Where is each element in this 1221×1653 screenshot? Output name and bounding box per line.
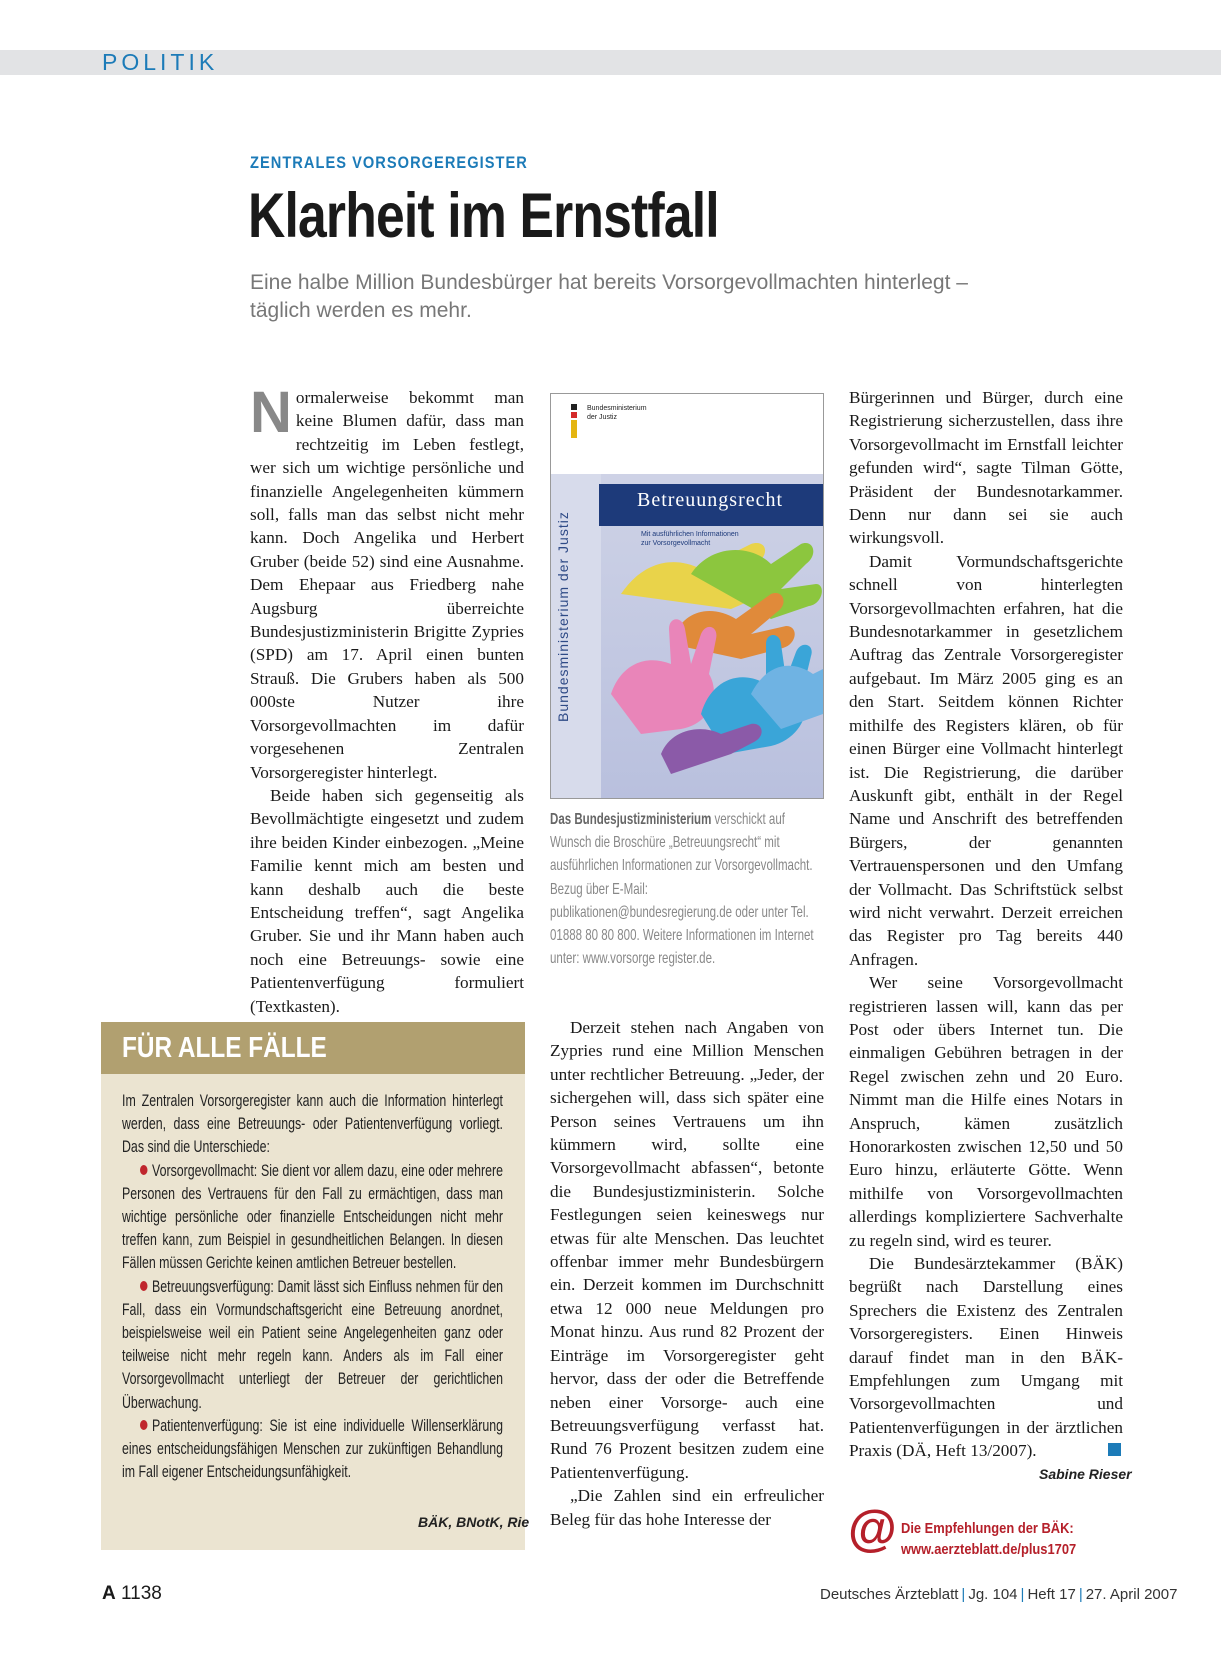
paragraph: Die Bundesärztekammer (BÄK) begrüßt nach Darstellung eines Sprechers die Existenz des Zentralen Vorsorgeregisters. Einen Hinweis darauf findet man in den BÄK-Empfehlungen zum Umgang mit Vorsorgevollmachten und Patientenverfügungen in der ärztlichen Praxis (DÄ, Heft 13/2007). (849, 1254, 1123, 1461)
web-link-url[interactable]: www.aerzteblatt.de/plus1707 (901, 1541, 1077, 1558)
author-signature: Sabine Rieser (1039, 1466, 1132, 1482)
image-caption (550, 808, 824, 970)
info-box-item: Vorsorgevollmacht: Sie dient vor allem dazu, eine oder mehrere Personen des Vertrauens für den Fall zu ermächtigen, dass man wichtige persönliche oder finanzielle Entscheidungen nicht mehr treffen kann, zum Beispiel in gesundheitlichen Belangen. In diesen Fällen müssen Gerichte keinen amtlichen Betreuer bestellen. (122, 1161, 503, 1273)
page-number: A 1138 (102, 1583, 162, 1604)
text-column-1 (250, 380, 524, 1018)
text-column-2 (550, 1016, 824, 1531)
cover-ministry-label: Bundesministerium der Justiz (587, 405, 647, 421)
section-label: POLITIK (102, 49, 219, 75)
journal-issue: Heft 17 (1027, 1586, 1076, 1603)
article-title: Klarheit im Ernstfall (248, 181, 719, 251)
caption-lead: Das Bundesjustizministerium (550, 811, 712, 828)
paragraph: Beide haben sich gegenseitig als Bevollmächtigte eingesetzt und zudem ihre beiden Kinder einbezogen. „Meine Familie kennt mich am besten und kann deshalb auch die beste Entscheidung treffen“, sagt Angelika Gruber. Sie und ihr Mann haben auch noch eine Betreuungs- sowie eine Patientenverfügung formuliert (Textkasten). (250, 785, 524, 1016)
brochure-cover-artwork (551, 394, 823, 798)
info-box-item: Betreuungsverfügung: Damit lässt sich Einfluss nehmen für den Fall, dass ein Vormundschaftsgericht eine Betreuung anordnet, beispielsweise weil ein Patient seine Angelegenheiten ganz oder teilweise nicht mehr regeln kann. Anders als im Fall einer Vorsorgevollmacht unterliegt der Betreuer der gerichtlichen Überwachung. (122, 1277, 503, 1412)
paragraph: Bürgerinnen und Bürger, durch eine Registrierung sicherzustellen, dass ihre Vorsorgevollmacht im Ernstfall leichter gefunden wird“, sagte Tilman Götte, Präsident der Bundesnotarkammer. Denn nur dann sei sie auch wirkungsvoll. (849, 388, 1123, 548)
bullet-icon (140, 1281, 148, 1291)
paragraph: Damit Vormundschaftsgerichte schnell von hinterlegten Vorsorgevollmachten erfahren, hat die Bundesnotarkammer in gesetzlichem Auftrag das Zentrale Vorsorgeregister aufgebaut. Im März 2005 ging es an den Start. Seitdem können Richter mithilfe des Registers klären, ob für einen Bürger eine Vollmacht hinterlegt ist. Die Registrierung, die darüber Auskunft gibt, enthält in der Regel Name und Anschrift des betreffenden Bürgers, der genannten Vertrauenspersonen und den Umfang der Vollmacht. Das Schriftstück selbst wird nicht verwahrt. Derzeit erreichen das Register pro Tag bereits 440 Anfragen. (849, 551, 1123, 969)
info-box-text (122, 1090, 503, 1484)
paragraph: „Die Zahlen sind ein erfreulicher Beleg für das hohe Interesse der (550, 1486, 824, 1529)
web-link-label: Die Empfehlungen der BÄK: (901, 1520, 1074, 1537)
journal-footer: Deutsches Ärzteblatt | Jg. 104 | Heft 17 | 27. April 2007 (820, 1586, 1178, 1603)
journal-date: 27. April 2007 (1085, 1586, 1178, 1603)
info-box-title: FÜR ALLE FÄLLE (122, 1032, 327, 1064)
journal-name: Deutsches Ärzteblatt (820, 1586, 959, 1603)
cover-subtitle-line2: zur Vorsorgevollmacht (641, 540, 711, 547)
journal-volume: Jg. 104 (968, 1586, 1018, 1603)
text-column-3 (849, 386, 1123, 1463)
info-box-source: BÄK, BNotK, Rie (418, 1514, 530, 1530)
cover-title: Betreuungsrecht (637, 489, 784, 511)
paragraph-text: ormalerweise bekommt man keine Blumen dafür, dass man rechtzeitig im Leben festlegt, wer sich um wichtige persönliche und finanzielle Angelegenheiten kümmern soll, falls man das selbst nicht mehr kann. Doch Angelika und Herbert Gruber (beide 52) sind eine Ausnahme. Dem Ehepaar aus Friedberg nahe Augsburg überreichte Bundesjustizministerin Brigitte Zypries (SPD) am 17. April einen bunten Strauß. Die Grubers haben als 500 000ste Nutzer ihre Vorsorgevollmachten im dafür vorgesehenen Zentralen Vorsorgeregister hinterlegt. (250, 388, 524, 782)
paragraph (250, 380, 524, 784)
bullet-icon (140, 1420, 148, 1430)
brochure-cover-image (550, 393, 824, 799)
at-icon: @ (848, 1500, 897, 1556)
article-subtitle: Eine halbe Million Bundesbürger hat bereits Vorsorgevollmachten hinterlegt – täglich werden es mehr. (250, 271, 968, 322)
paragraph: Derzeit stehen nach Angaben von Zypries rund eine Million Menschen unter rechtlicher Betreuung. „Jeder, der sichergehen will, dass sich später eine Person seines Vertrauens um ihn kümmern wird, sollte eine Vorsorgevollmacht abfassen“, betonte die Bundesjustizministerin. Solche Festlegungen seien keineswegs nur etwas für alte Menschen. Das leuchtet offenbar immer mehr Bundesbürgern ein. Derzeit kommen im Durchschnitt etwa 12 000 neue Meldungen pro Monat hinzu. Aus rund 82 Prozent der Einträge im Vorsorgeregister geht hervor, dass der oder die Betreffende neben einer Vorsorge- auch eine Betreuungsverfügung verfasst hat. Rund 76 Prozent besitzen zudem eine Patientenverfügung. (550, 1018, 824, 1482)
cover-vertical-title: Bundesministerium der Justiz (555, 511, 571, 722)
dropcap: N (250, 380, 292, 445)
bullet-icon (140, 1165, 148, 1175)
article-end-mark (1108, 1443, 1121, 1456)
cover-subtitle-line1: Mit ausführlichen Informationen (641, 531, 739, 538)
article-kicker: ZENTRALES VORSORGEREGISTER (250, 153, 528, 172)
info-box-item: Patientenverfügung: Sie ist eine individuelle Willenserklärung eines entscheidungsfähigen Menschen zur zukünftigen Behandlung im Fall eigener Entscheidungsunfähigkeit. (122, 1416, 503, 1482)
web-link[interactable] (901, 1518, 1076, 1560)
caption-text: verschickt auf Wunsch die Broschüre „Betreuungsrecht“ mit ausführlichen Informationen zur Vorsorgevollmacht. Bezug über E-Mail: publikationen@bundesregierung.de oder unter Tel. 01888 80 80 800. Weitere Informationen im Internet unter: www.vorsorge register.de. (550, 811, 814, 968)
info-box-intro: Im Zentralen Vorsorgeregister kann auch die Information hinterlegt werden, dass eine Betreuungs- oder Patientenverfügung vorliegt. Das sind die Unterschiede: (122, 1092, 503, 1157)
paragraph: Wer seine Vorsorgevollmacht registrieren lassen will, kann das per Post oder übers Internet tun. Die einmaligen Gebühren betragen in der Regel zwischen zehn und 20 Euro. Nimmt man die Hilfe eines Notars in Anspruch, kämen zusätzlich Honorarkosten zwischen 12,50 und 50 Euro hinzu, erläuterte Götte. Wenn mithilfe von Vorsorgevollmachten allerdings kompliziertere Sachverhalte zu regeln sind, wird es teurer. (849, 973, 1123, 1250)
